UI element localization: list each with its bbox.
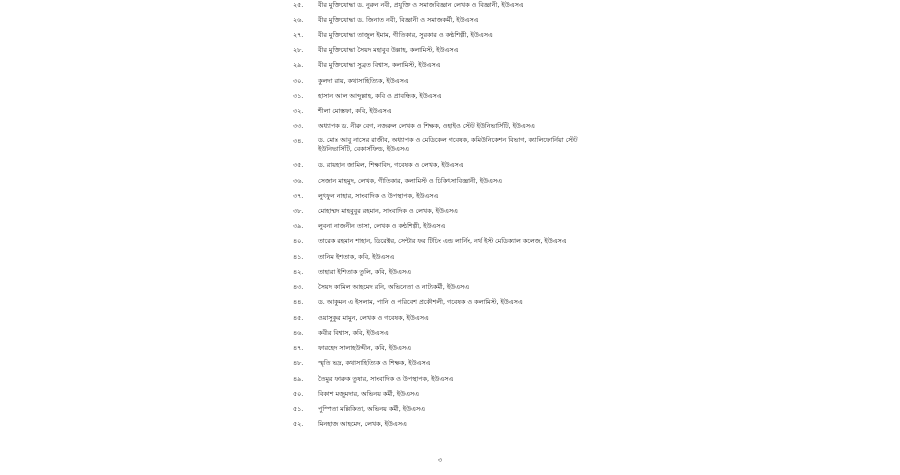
item-text: হাসান আল আব্দুল্লাহ, কবি ও প্রাবন্ধিক, ইউএসএ xyxy=(318,92,442,100)
item-text: শীলা মোস্তফা, কবি, ইউএসএ xyxy=(318,107,392,115)
item-text: লুৎফুন নাহার, সাংবাদিক ও উপস্থাপক, ইউএসএ xyxy=(318,192,439,200)
item-number: ৩২. xyxy=(293,107,304,115)
item-text: বীর মুক্তিযোদ্ধা সুব্রত বিশ্বাস, কলামিস্ট, ইউএসএ xyxy=(318,61,441,69)
item-text: ড. রায়হান জামিল, শিক্ষাবিদ, গবেষক ও লেখক, ইউএসএ xyxy=(318,161,464,169)
item-text: তাহারা ইশিতাক তুলি, কবি, ইউএসএ xyxy=(318,268,411,276)
list-item xyxy=(0,374,900,386)
item-text: সেজান মাহমুদ, লেখক, গীতিকার, কলামিস্ট ও চিকিৎসাবিজ্ঞানী, ইউএসএ xyxy=(318,177,502,185)
item-number: ৩৬. xyxy=(293,177,304,185)
item-number: ২৭. xyxy=(293,31,304,39)
item-number: ৪৭. xyxy=(293,344,304,352)
list-item xyxy=(0,328,900,340)
item-number: ৫১. xyxy=(293,405,304,413)
item-number: ৪১. xyxy=(293,253,304,261)
item-text: মিনহাজ আহমেদ, লেখক, ইউএসএ xyxy=(318,420,407,428)
item-text: কবীর বিশ্বাস, কবি, ইউএসএ xyxy=(318,329,389,337)
item-number: ৫২. xyxy=(293,420,304,428)
list-item xyxy=(0,282,900,294)
list-item xyxy=(0,30,900,42)
list-item xyxy=(0,0,900,12)
item-text: ফারহেদ সালাহউদ্দীন, কবি, ইউএসএ xyxy=(318,344,411,352)
item-text: ওয়াসুকুর মামুন, লেখক ও গবেষক, ইউএসএ xyxy=(318,314,429,322)
item-text: বীর মুক্তিযোদ্ধা ড. জিনাত নবী, বিজ্ঞানী ও সমাজকর্মী, ইউএসএ xyxy=(318,16,479,24)
item-number: ৪৩. xyxy=(293,283,304,291)
list-item xyxy=(0,404,900,416)
item-number: ২৮. xyxy=(293,46,304,54)
item-text: ড. আকুমন এ ইসলাম, পানি ও পরিবেশ প্রকৌশলী, গবেষক ও কলামিস্ট, ইউএসএ xyxy=(318,298,523,306)
list-item xyxy=(0,221,900,233)
item-number: ৪৮. xyxy=(293,359,304,367)
list-item xyxy=(0,297,900,309)
item-text: পুস্পিতা মল্লিকিতা, অভিনয় কর্মী, ইউএসএ xyxy=(318,405,426,413)
page-number: ৩ xyxy=(437,456,443,464)
list-item xyxy=(0,389,900,401)
item-text: তারেক রহমান শাহান, ডিরেক্টর, সেন্টার ফর টিচিং এন্ড লার্নিং, নর্থ ইস্ট মেডিক্যাল কলেজ, ইউএসএ xyxy=(318,237,567,245)
item-text: বীর মুক্তিযোদ্ধা তাজুল ইমাম, গীতিকার, সুরকার ও কণ্ঠশিল্পী, ইউএসএ xyxy=(318,31,493,39)
list-item xyxy=(0,252,900,264)
list-item xyxy=(0,313,900,325)
item-number: ৩৫. xyxy=(293,161,304,169)
item-number: ২৬. xyxy=(293,16,304,24)
item-number: ৩৩. xyxy=(293,122,304,130)
list-item xyxy=(0,60,900,72)
list-item xyxy=(0,343,900,355)
item-text: তানিম ইশতাক, কবি, ইউএসএ xyxy=(318,253,395,261)
item-number: ৩০. xyxy=(293,77,304,85)
item-text: বিকাশ মজুমদার, অভিনয় কর্মী, ইউএসএ xyxy=(318,390,420,398)
list-item xyxy=(0,236,900,248)
item-number: ২৯. xyxy=(293,61,304,69)
list-item xyxy=(0,15,900,27)
item-number: ৩৮. xyxy=(293,207,304,215)
item-number: ৩৯. xyxy=(293,222,304,230)
list-item xyxy=(0,45,900,57)
list-item xyxy=(0,206,900,218)
item-number: ৩১. xyxy=(293,92,304,100)
item-number: ৪৬. xyxy=(293,329,304,337)
item-number: ৪০. xyxy=(293,237,304,245)
item-text: স্মৃতি ভদ্র, কথাসাহিত্যিক ও শিক্ষক, ইউএসএ xyxy=(318,359,431,367)
item-number: ৪৪. xyxy=(293,298,304,306)
list-item xyxy=(0,106,900,118)
list-item xyxy=(0,358,900,370)
item-text: মোহাম্মদ মাহবুবুর রহমান, সাংবাদিক ও লেখক, ইউএসএ xyxy=(318,207,458,215)
list-item xyxy=(0,121,900,133)
list-item xyxy=(0,176,900,188)
list-item xyxy=(0,91,900,103)
item-text: তৈমুর ফারুক তুষার, সাংবাদিক ও উপস্থাপক, ইউএসএ xyxy=(318,375,454,383)
item-number: ৩৪. xyxy=(293,137,304,145)
item-text: লুবনা নাজনীন তাসা, লেখক ও কন্ঠশিল্পী, ইউএসএ xyxy=(318,222,446,230)
item-number: ৫০. xyxy=(293,390,304,398)
item-number: ৪৯. xyxy=(293,375,304,383)
list-item xyxy=(0,419,900,431)
item-text: বীর মুক্তিযোদ্ধা সৈয়দ মহাবুব উল্লাহ, কলামিস্ট, ইউএসএ xyxy=(318,46,459,54)
item-text: ড. মোঃ আবু নাসের রাজীব, অধ্যাপক ও মেডিকেল গবেষক, কমিউনিকেশন বিভাগ, ক্যালিফোর্নিয়া স্টেট ইউনিভার্সিটি, বেকার্সফিল্ড, ইউএসএ xyxy=(318,136,578,153)
list-item xyxy=(0,76,900,88)
list-item xyxy=(0,191,900,203)
list-item xyxy=(0,160,900,172)
list-item xyxy=(0,136,900,153)
item-number: ৪৫. xyxy=(293,314,304,322)
item-text: বীর মুক্তিযোদ্ধা ড. নুরুন নবী, প্রযুক্তি ও সমাজবিজ্ঞান লেখক ও বিজ্ঞানী, ইউএসএ xyxy=(318,1,524,9)
list-item xyxy=(0,267,900,279)
item-text: সৈয়দ কামিল আহমেদ রনি, অভিনেতা ও নাট্যকর্মী, ইউএসএ xyxy=(318,283,470,291)
item-text: কুলদা রায়, কথাসাহিত্যিক, ইউএসএ xyxy=(318,77,409,85)
item-text: অধ্যাপক ড. নীরু বেগ, নজরুল লেখক ও শিক্ষক, ওহাইও স্টেট ইউনিভার্সিটি, ইউএসএ xyxy=(318,122,535,130)
item-number: ৩৭. xyxy=(293,192,304,200)
item-number: ২৫. xyxy=(293,1,304,9)
item-number: ৪২. xyxy=(293,268,304,276)
